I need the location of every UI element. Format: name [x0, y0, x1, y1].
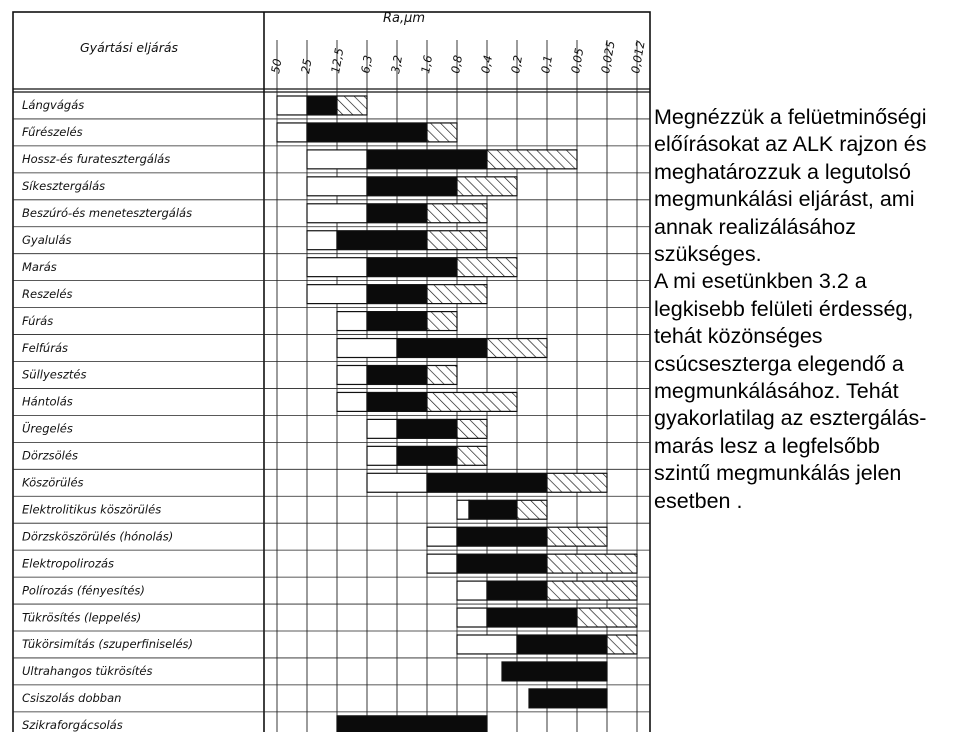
ra-tick-label: 25 — [298, 57, 315, 75]
bar-black-segment — [397, 446, 457, 465]
bar-white-segment — [337, 312, 367, 331]
note-line: esetben . — [654, 488, 743, 513]
bar-white-segment — [427, 527, 457, 546]
bar-black-segment — [367, 150, 487, 169]
ra-tick-label: 6,3 — [358, 54, 376, 75]
bar-hatched-segment — [427, 123, 457, 142]
bar-black-segment — [397, 419, 457, 438]
bar-black-segment — [487, 608, 577, 627]
bar-hatched-segment — [457, 258, 517, 277]
bar-hatched-segment — [547, 473, 607, 492]
ra-tick-label: 3,2 — [388, 54, 406, 75]
note-line: előírásokat az ALK rajzon és — [654, 132, 927, 157]
note-line: szintű megmunkálás jelen — [654, 461, 902, 486]
ra-tick-label: 0,8 — [448, 54, 466, 75]
ra-tick-label: 0,1 — [538, 54, 556, 75]
bar-white-segment — [337, 339, 397, 358]
bar-white-segment — [457, 500, 469, 519]
note-line: szükséges. — [654, 242, 762, 267]
process-label: Felfúrás — [22, 340, 68, 355]
bar-white-segment — [307, 231, 337, 250]
ra-tick-label: 50 — [268, 57, 285, 75]
bar-white-segment — [457, 581, 487, 600]
process-label: Marás — [22, 259, 57, 274]
bar-black-segment — [502, 662, 607, 681]
note-line: gyakorlatilag az esztergálás- — [654, 406, 927, 431]
process-label: Gyalulás — [22, 232, 72, 247]
bar-hatched-segment — [427, 231, 487, 250]
bar-hatched-segment — [577, 608, 637, 627]
bar-black-segment — [307, 96, 337, 115]
bar-white-segment — [367, 446, 397, 465]
bar-black-segment — [457, 527, 547, 546]
bar-black-segment — [367, 204, 427, 223]
bar-black-segment — [529, 689, 607, 708]
process-header: Gyártási eljárás — [80, 40, 179, 55]
bar-hatched-segment — [337, 96, 367, 115]
process-label: Elektrolitikus köszörülés — [22, 502, 162, 517]
process-label: Üregelés — [22, 421, 73, 436]
bar-black-segment — [367, 392, 427, 411]
bar-white-segment — [337, 366, 367, 385]
bar-hatched-segment — [427, 204, 487, 223]
bar-black-segment — [367, 177, 457, 196]
bar-white-segment — [307, 285, 367, 304]
process-label: Köszörülés — [22, 475, 84, 490]
bar-white-segment — [307, 177, 367, 196]
bar-white-segment — [367, 473, 427, 492]
note-line: csúcseszterga elegendő a — [654, 351, 904, 376]
bar-black-segment — [337, 231, 427, 250]
bar-black-segment — [427, 473, 547, 492]
process-label: Polírozás (fényesítés) — [22, 583, 145, 598]
process-label: Fűrészelés — [22, 125, 83, 140]
ra-tick-label: 0,05 — [568, 46, 587, 75]
bar-black-segment — [517, 635, 607, 654]
bar-hatched-segment — [487, 339, 547, 358]
bar-black-segment — [367, 366, 427, 385]
bar-black-segment — [337, 716, 487, 732]
bar-white-segment — [457, 608, 487, 627]
process-label: Tükrösítés (leppelés) — [22, 610, 142, 625]
process-label: Lángvágás — [22, 98, 85, 113]
bar-black-segment — [307, 123, 427, 142]
bar-hatched-segment — [547, 581, 637, 600]
process-label: Csiszolás dobban — [22, 691, 122, 706]
bar-white-segment — [277, 123, 307, 142]
bar-black-segment — [367, 312, 427, 331]
note-line: megmunkálásához. Tehát — [654, 379, 899, 404]
process-label: Ultrahangos tükrösítés — [22, 664, 153, 679]
bar-hatched-segment — [487, 150, 577, 169]
ra-tick-label: 0,012 — [628, 39, 648, 75]
process-label: Síkesztergálás — [22, 179, 106, 194]
bar-hatched-segment — [457, 177, 517, 196]
bar-white-segment — [307, 204, 367, 223]
ra-tick-label: 12,5 — [328, 46, 347, 75]
axis-title: Ra,μm — [383, 11, 426, 26]
note-line: legkisebb felületi érdesség, — [654, 296, 914, 321]
process-label: Reszelés — [22, 286, 73, 301]
bar-hatched-segment — [517, 500, 547, 519]
bar-hatched-segment — [547, 527, 607, 546]
bar-hatched-segment — [457, 446, 487, 465]
process-label: Fúrás — [22, 313, 54, 328]
note-line: megmunkálási eljárást, ami — [654, 187, 915, 212]
bar-black-segment — [469, 500, 517, 519]
process-label: Hántolás — [22, 394, 73, 409]
bar-white-segment — [307, 258, 367, 277]
note-line: marás lesz a legfelsőbb — [654, 433, 880, 458]
process-label: Süllyesztés — [22, 367, 87, 382]
process-label: Tükörsimítás (szuperfiniselés) — [22, 637, 194, 652]
bar-black-segment — [367, 285, 427, 304]
ra-tick-label: 1,6 — [418, 54, 436, 75]
process-label: Elektropolirozás — [22, 556, 115, 571]
bar-hatched-segment — [427, 366, 457, 385]
note-line: Megnézzük a felüetminőségi — [654, 105, 927, 129]
note-line: meghatározzuk a legutolsó — [654, 159, 911, 184]
bar-hatched-segment — [607, 635, 637, 654]
process-label: Beszúró-és menetesztergálás — [22, 206, 193, 221]
bar-black-segment — [457, 554, 547, 573]
bar-white-segment — [457, 635, 517, 654]
bar-white-segment — [367, 419, 397, 438]
bar-white-segment — [427, 554, 457, 573]
ra-tick-label: 0,2 — [508, 54, 526, 75]
bar-hatched-segment — [457, 419, 487, 438]
process-label: Dörzsköszörülés (hónolás) — [22, 529, 174, 544]
bar-white-segment — [277, 96, 307, 115]
bar-hatched-segment — [427, 285, 487, 304]
bar-hatched-segment — [427, 392, 517, 411]
process-label: Szikraforgácsolás — [22, 718, 123, 732]
bar-black-segment — [367, 258, 457, 277]
note-line: annak realizálásához — [654, 214, 856, 239]
note-line: tehát közönséges — [654, 324, 823, 349]
bar-black-segment — [397, 339, 487, 358]
ra-tick-label: 0,025 — [598, 39, 618, 75]
process-label: Dörzsölés — [22, 448, 78, 463]
ra-tick-label: 0,4 — [478, 54, 496, 75]
explanation-note — [652, 104, 959, 515]
bar-hatched-segment — [427, 312, 457, 331]
bar-white-segment — [307, 150, 367, 169]
bar-white-segment — [337, 392, 367, 411]
note-line: A mi esetünkben 3.2 a — [654, 269, 867, 294]
bar-black-segment — [487, 581, 547, 600]
process-label: Hossz-és furatesztergálás — [22, 152, 171, 167]
bar-hatched-segment — [547, 554, 637, 573]
